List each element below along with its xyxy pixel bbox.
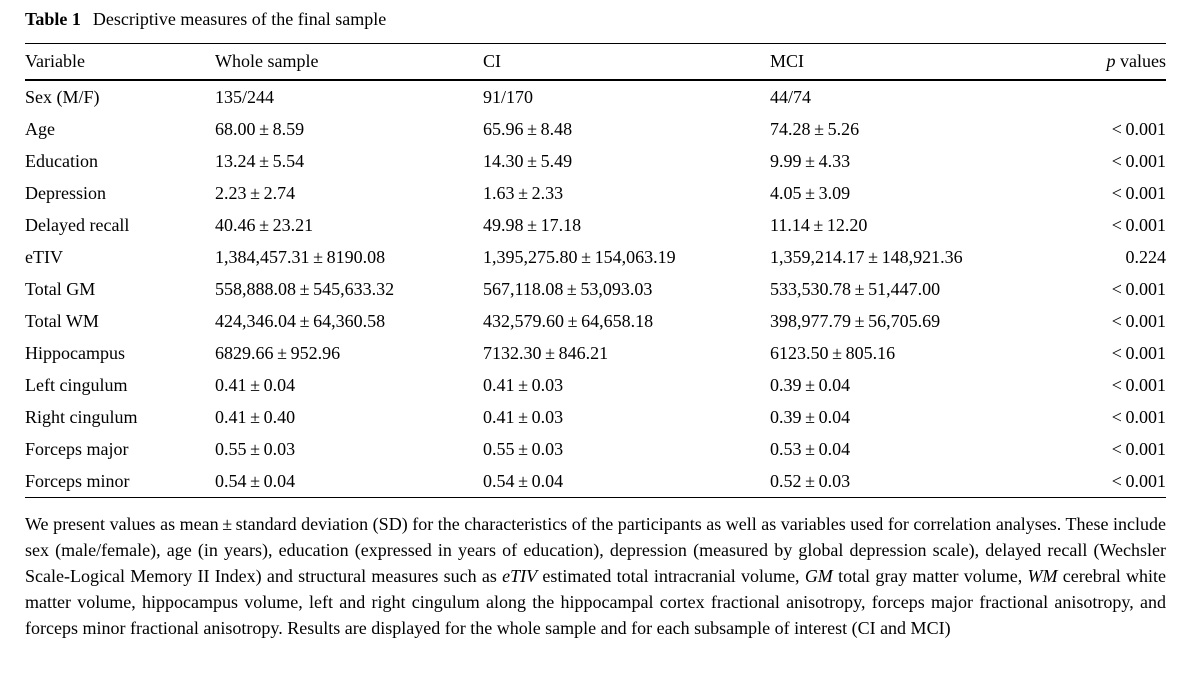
table-cell: 0.41 ± 0.04 bbox=[215, 375, 296, 395]
table-cell: 567,118.08 ± 53,093.03 bbox=[483, 279, 653, 299]
table-cell: 14.30 ± 5.49 bbox=[483, 151, 573, 171]
table-caption-text: Descriptive measures of the final sample bbox=[92, 9, 387, 29]
table-cell: 1,395,275.80 ± 154,063.19 bbox=[483, 247, 676, 267]
footnote-text: We present values as mean ± standard deviation (SD) for the characteristics of the participants as well as variables used for correlation analyses. These include sex (male/female), age (in years), education (expressed in years of education), depression (measured by global depression scale), delayed recall (Wechsler Scale-Logical Memory II Index) and structural measures such as bbox=[25, 514, 1166, 586]
table-cell: 0.55 ± 0.03 bbox=[215, 439, 296, 459]
table-cell: 44/74 bbox=[770, 87, 812, 107]
table-cell bbox=[1083, 80, 1166, 113]
table-cell: Total WM bbox=[25, 311, 99, 331]
table-row bbox=[25, 145, 1166, 177]
column-header-p-values bbox=[1083, 44, 1166, 81]
table-row bbox=[25, 401, 1166, 433]
table-caption bbox=[25, 7, 386, 31]
table-cell: < 0.001 bbox=[1111, 311, 1166, 331]
column-header-variable: Variable bbox=[25, 44, 215, 81]
table-cell: Left cingulum bbox=[25, 375, 128, 395]
table-cell: Forceps minor bbox=[25, 471, 130, 491]
table-cell: 0.54 ± 0.04 bbox=[483, 471, 564, 491]
table-header-row bbox=[25, 44, 1166, 81]
table-row bbox=[25, 369, 1166, 401]
table-cell: 91/170 bbox=[483, 87, 534, 107]
table-cell: < 0.001 bbox=[1111, 471, 1166, 491]
table-cell: Forceps major bbox=[25, 439, 129, 459]
table-number-label: Table 1 bbox=[25, 9, 81, 29]
table-cell: 6123.50 ± 805.16 bbox=[770, 343, 896, 363]
column-header-whole-sample: Whole sample bbox=[215, 44, 483, 81]
table-cell: 398,977.79 ± 56,705.69 bbox=[770, 311, 941, 331]
table-cell: Education bbox=[25, 151, 98, 171]
table-cell: 0.224 bbox=[1125, 247, 1166, 267]
table-row bbox=[25, 273, 1166, 305]
table-cell: 0.55 ± 0.03 bbox=[483, 439, 564, 459]
column-header-ci: CI bbox=[483, 44, 770, 81]
footnote-abbrev-gm: GM bbox=[804, 566, 833, 586]
table-cell: 1,359,214.17 ± 148,921.36 bbox=[770, 247, 963, 267]
table-cell: 74.28 ± 5.26 bbox=[770, 119, 860, 139]
table-cell: 0.39 ± 0.04 bbox=[770, 407, 851, 427]
table-cell: 4.05 ± 3.09 bbox=[770, 183, 851, 203]
table-cell: 9.99 ± 4.33 bbox=[770, 151, 851, 171]
table-cell: 2.23 ± 2.74 bbox=[215, 183, 296, 203]
table-footnote bbox=[25, 511, 1166, 641]
table-cell: < 0.001 bbox=[1111, 215, 1166, 235]
table-cell: Depression bbox=[25, 183, 106, 203]
table-cell: 65.96 ± 8.48 bbox=[483, 119, 573, 139]
table-cell: 0.52 ± 0.03 bbox=[770, 471, 851, 491]
table-body bbox=[25, 80, 1166, 498]
table-cell: < 0.001 bbox=[1111, 439, 1166, 459]
table-cell: 11.14 ± 12.20 bbox=[770, 215, 868, 235]
footnote-abbrev-wm: WM bbox=[1027, 566, 1058, 586]
table-cell: Sex (M/F) bbox=[25, 87, 100, 107]
table-cell: 0.41 ± 0.40 bbox=[215, 407, 296, 427]
table-cell: < 0.001 bbox=[1111, 279, 1166, 299]
footnote-text: estimated total intracranial volume, bbox=[537, 566, 805, 586]
table-row bbox=[25, 465, 1166, 498]
table-cell: 6829.66 ± 952.96 bbox=[215, 343, 341, 363]
footnote-abbrev-etiv: eTIV bbox=[502, 566, 538, 586]
table-cell: Delayed recall bbox=[25, 215, 130, 235]
table-cell: < 0.001 bbox=[1111, 151, 1166, 171]
table-row bbox=[25, 433, 1166, 465]
table-cell: 558,888.08 ± 545,633.32 bbox=[215, 279, 395, 299]
table-row bbox=[25, 113, 1166, 145]
table-cell: < 0.001 bbox=[1111, 119, 1166, 139]
p-rest: values bbox=[1115, 51, 1166, 71]
table-cell: < 0.001 bbox=[1111, 183, 1166, 203]
table-cell: < 0.001 bbox=[1111, 375, 1166, 395]
p-italic: p bbox=[1106, 51, 1116, 71]
table-cell: 7132.30 ± 846.21 bbox=[483, 343, 609, 363]
table-row bbox=[25, 305, 1166, 337]
table-cell: < 0.001 bbox=[1111, 343, 1166, 363]
table-cell: 1,384,457.31 ± 8190.08 bbox=[215, 247, 386, 267]
table-cell: 135/244 bbox=[215, 87, 275, 107]
table-row bbox=[25, 241, 1166, 273]
table-cell: Hippocampus bbox=[25, 343, 125, 363]
table-cell: 424,346.04 ± 64,360.58 bbox=[215, 311, 386, 331]
table-row bbox=[25, 80, 1166, 113]
table-cell: 0.54 ± 0.04 bbox=[215, 471, 296, 491]
table-row bbox=[25, 209, 1166, 241]
table-cell: 0.41 ± 0.03 bbox=[483, 375, 564, 395]
table-cell: 13.24 ± 5.54 bbox=[215, 151, 305, 171]
table-cell: 40.46 ± 23.21 bbox=[215, 215, 314, 235]
table-row bbox=[25, 337, 1166, 369]
table-row bbox=[25, 177, 1166, 209]
table-cell: Total GM bbox=[25, 279, 96, 299]
table-cell: 533,530.78 ± 51,447.00 bbox=[770, 279, 941, 299]
table-cell: 0.39 ± 0.04 bbox=[770, 375, 851, 395]
column-header-mci: MCI bbox=[770, 44, 1083, 81]
table-cell: Age bbox=[25, 119, 55, 139]
table-cell: Right cingulum bbox=[25, 407, 138, 427]
table-cell: < 0.001 bbox=[1111, 407, 1166, 427]
table-cell: 0.53 ± 0.04 bbox=[770, 439, 851, 459]
table-cell: 0.41 ± 0.03 bbox=[483, 407, 564, 427]
descriptive-measures-table bbox=[25, 43, 1166, 498]
table-cell: 432,579.60 ± 64,658.18 bbox=[483, 311, 654, 331]
table-cell: eTIV bbox=[25, 247, 63, 267]
table-cell: 49.98 ± 17.18 bbox=[483, 215, 582, 235]
footnote-text: total gray matter volume, bbox=[832, 566, 1028, 586]
footnote-text: cerebral white matter volume, hippocampus volume, left and right cingulum along the hippocampal cortex fractional anisotropy, forceps major fractional anisotropy, and forceps minor fractional anisotropy. Results are displayed for the whole sample and for each subsample of interest (CI and MCI) bbox=[25, 566, 1166, 638]
table-cell: 68.00 ± 8.59 bbox=[215, 119, 305, 139]
table-cell: 1.63 ± 2.33 bbox=[483, 183, 564, 203]
